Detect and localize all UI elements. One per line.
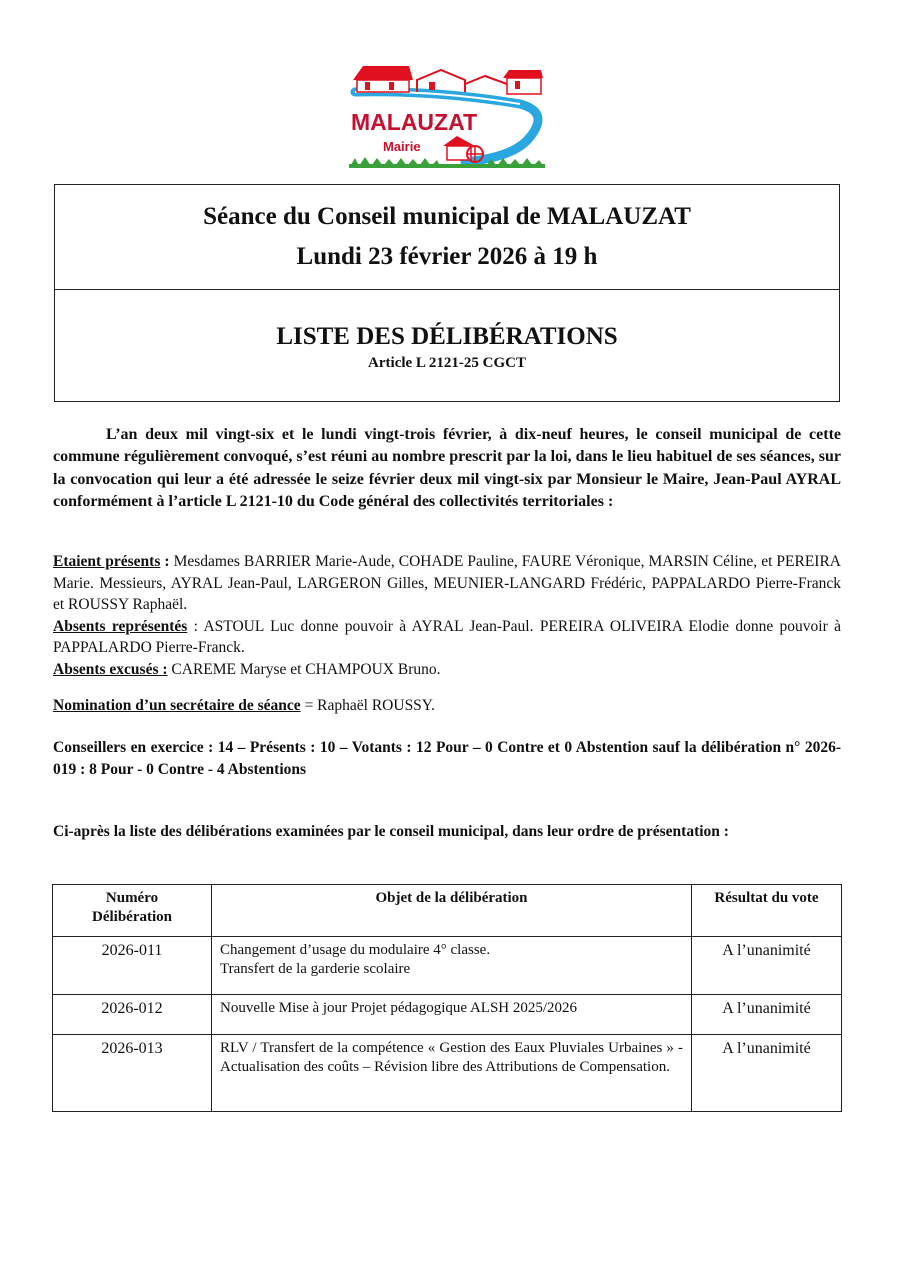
present-line: Etaient présents : Mesdames BARRIER Marie-Aude, COHADE Pauline, FAURE Véronique, MARSIN Céline, et PEREIRA Marie. Messieurs, AYRAL Jean-Paul, LARGERON Gilles, MEUNIER-LANGARD Frédéric, PAPPALARDO Pierre-Franck et ROUSSY Raphaël. (53, 553, 841, 613)
vote-result: A l’unanimité (692, 1035, 842, 1112)
vote-result: A l’unanimité (692, 995, 842, 1035)
present-text: Mesdames BARRIER Marie-Aude, COHADE Pauline, FAURE Véronique, MARSIN Céline, et PEREIRA Marie. Messieurs, AYRAL Jean-Paul, LARGERON Gilles, MEUNIER-LANGARD Frédéric, PAPPALARDO Pierre-Franck et ROUSSY Raphaël. (53, 553, 841, 613)
header-box (54, 184, 840, 402)
vote-counts: Conseillers en exercice : 14 – Présents : 10 – Votants : 12 Pour – 0 Contre et 0 Abstention sauf la délibération n° 2026-019 : 8 Pour - 0 Contre - 4 Abstentions (53, 739, 841, 778)
object-line: Transfert de la garderie scolaire (220, 961, 411, 977)
malauzat-logo (345, 62, 550, 170)
col-number-line1: Numéro (105, 890, 159, 906)
present-label: Etaient présents (53, 553, 161, 570)
secretary-text: = Raphaël ROUSSY. (304, 697, 435, 714)
represented-text: ASTOUL Luc donne pouvoir à AYRAL Jean-Paul. PEREIRA OLIVEIRA Elodie donne pouvoir à PAPPALARDO Pierre-Franck. (53, 617, 841, 656)
secretary-label: Nomination d’un secrétaire de séance (53, 697, 301, 714)
logo-graphic (345, 62, 550, 170)
intro-paragraph: L’an deux mil vingt-six et le lundi vingt-trois février, à dix-neuf heures, le conseil municipal de cette commune régulièrement convoqué, s’est réuni au nombre prescrit par la loi, dans le lieu habituel de ses séances, sur la convocation qui leur a été adressée le seize février deux mil vingt-six par Monsieur le Maire, Jean-Paul AYRAL conformément à l’article L 2121-10 du Code général des collectivités territoriales : (53, 426, 841, 511)
col-result-header: Résultat du vote (692, 885, 842, 937)
logo-subtitle: Mairie (383, 139, 421, 154)
col-number-line2: Délibération (92, 909, 172, 925)
deliberation-object: Nouvelle Mise à jour Projet pédagogique ALSH 2025/2026 (212, 995, 692, 1035)
session-title: Séance du Conseil municipal de MALAUZAT (203, 203, 691, 230)
col-number-header (53, 885, 212, 937)
excused-label: Absents excusés : (53, 660, 168, 678)
attendance-block (53, 551, 841, 680)
session-header (55, 185, 839, 290)
deliberation-object: RLV / Transfert de la compétence « Gestion des Eaux Pluviales Urbaines » - Actualisation des coûts – Révision libre des Attributions de Compensation. (212, 1035, 692, 1112)
deliberation-number: 2026-011 (53, 937, 212, 995)
excused-line (53, 659, 841, 681)
vote-result: A l’unanimité (692, 937, 842, 995)
deliberation-object (212, 937, 692, 995)
deliberations-table (52, 884, 842, 1112)
session-date: Lundi 23 février 2026 à 19 h (296, 243, 598, 270)
represented-line: Absents représentés : ASTOUL Luc donne pouvoir à AYRAL Jean-Paul. PEREIRA OLIVEIRA Elodie donne pouvoir à PAPPALARDO Pierre-Franck. (53, 617, 841, 656)
col-object-header: Objet de la délibération (212, 885, 692, 937)
table-header-row (53, 885, 842, 937)
table-row (53, 937, 842, 995)
list-title: LISTE DES DÉLIBÉRATIONS (276, 323, 618, 350)
secretary-line (53, 695, 841, 717)
article-reference: Article L 2121-25 CGCT (368, 355, 526, 371)
deliberation-number: 2026-012 (53, 995, 212, 1035)
table-row (53, 1035, 842, 1112)
object-line: Changement d’usage du modulaire 4° classe. (220, 942, 491, 958)
list-intro: Ci-après la liste des délibérations examinées par le conseil municipal, dans leur ordre de présentation : (53, 823, 729, 840)
deliberation-number: 2026-013 (53, 1035, 212, 1112)
represented-label: Absents représentés (53, 617, 188, 635)
logo-name: MALAUZAT (351, 109, 478, 135)
list-header (55, 290, 839, 372)
excused-text: CAREME Maryse et CHAMPOUX Bruno. (171, 660, 441, 678)
table-row (53, 995, 842, 1035)
